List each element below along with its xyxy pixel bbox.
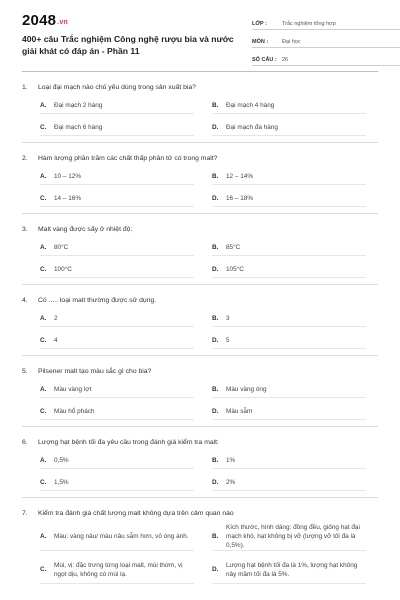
option-b[interactable]: [212, 382, 366, 397]
option-letter: C.: [40, 336, 47, 344]
question-4: [22, 285, 378, 356]
question-number: 7.: [22, 510, 28, 517]
option-text: Màu vàng óng: [226, 385, 267, 393]
option-text: 2%: [226, 478, 236, 486]
option-text: Lượng hạt bệnh tối đa là 1%, lượng hạt không nảy mầm tối đa là 5%.: [226, 561, 358, 578]
question-2: [22, 143, 378, 214]
option-text: 3: [226, 314, 230, 322]
option-letter: A.: [40, 172, 47, 180]
option-letter: A.: [40, 243, 47, 251]
option-a[interactable]: [40, 311, 194, 326]
question-number: 3.: [22, 226, 28, 233]
question-text: [22, 356, 378, 382]
option-letter: B.: [212, 243, 219, 251]
question-5: [22, 356, 378, 427]
option-letter: C.: [40, 478, 47, 486]
option-letter: A.: [40, 385, 47, 393]
option-a[interactable]: [40, 382, 194, 397]
option-letter: A.: [40, 101, 47, 109]
question-stem: Có ..... loại malt thường được sử dụng.: [38, 297, 157, 304]
option-letter: C.: [40, 123, 47, 131]
option-c[interactable]: [40, 557, 194, 583]
question-number: 5.: [22, 368, 28, 375]
option-text: 4: [54, 336, 58, 344]
option-d[interactable]: [212, 191, 366, 206]
question-3: [22, 214, 378, 285]
option-text: 10 – 12%: [54, 172, 82, 180]
question-number: 1.: [22, 84, 28, 91]
question-text: [22, 427, 378, 453]
option-text: 1%: [226, 456, 236, 464]
question-text: [22, 143, 378, 169]
option-c[interactable]: [40, 333, 194, 348]
option-d[interactable]: [212, 475, 366, 490]
question-number: 4.: [22, 297, 28, 304]
meta-value: Đại học: [282, 39, 301, 45]
meta-row-count: [252, 50, 400, 66]
option-d[interactable]: [212, 404, 366, 419]
option-text: 5: [226, 336, 230, 344]
option-letter: B.: [212, 385, 219, 393]
option-letter: C.: [40, 265, 47, 273]
option-a[interactable]: [40, 169, 194, 184]
question-stem: Malt vàng được sấy ở nhiệt độ:: [38, 226, 133, 233]
meta-table: [252, 14, 400, 68]
option-letter: B.: [212, 101, 219, 109]
option-text: Màu hổ phách: [54, 407, 95, 415]
option-text: Đại mạch 2 hàng: [54, 101, 103, 109]
option-b[interactable]: [212, 524, 366, 550]
option-text: Đại mạch đa hàng: [226, 123, 278, 131]
option-letter: A.: [40, 314, 47, 322]
option-d[interactable]: [212, 262, 366, 277]
option-letter: B.: [212, 314, 219, 322]
option-letter: D.: [212, 194, 219, 202]
option-letter: B.: [212, 172, 219, 180]
option-text: Đại mạch 6 hàng: [54, 123, 103, 131]
option-text: 16 – 18%: [226, 194, 254, 202]
option-a[interactable]: [40, 240, 194, 255]
option-letter: C.: [40, 566, 47, 573]
option-text: 100°C: [54, 265, 72, 273]
option-text: 0,5%: [54, 456, 69, 464]
option-a[interactable]: [40, 524, 194, 550]
option-letter: D.: [212, 336, 219, 344]
option-letter: A.: [40, 456, 47, 464]
option-c[interactable]: [40, 404, 194, 419]
option-text: Màu: vàng nâu/ màu nâu sẫm hơn, vỏ óng ánh.: [54, 533, 189, 540]
option-c[interactable]: [40, 262, 194, 277]
question-stem: Hàm lượng phần trăm các chất thấp phân tử có trong malt?: [38, 155, 218, 162]
option-letter: D.: [212, 478, 219, 486]
question-list: [22, 72, 378, 590]
option-a[interactable]: [40, 98, 194, 113]
question-text: [22, 285, 378, 311]
question-stem: Lượng hạt bệnh tối đa yêu cầu trong đánh giá kiểm tra malt:: [38, 439, 219, 446]
option-c[interactable]: [40, 475, 194, 490]
question-number: 6.: [22, 439, 28, 446]
option-text: 85°C: [226, 243, 241, 251]
question-stem: Pilsener malt tạo màu sắc gì cho bia?: [38, 368, 152, 375]
meta-row-subject: [252, 32, 400, 48]
option-text: 105°C: [226, 265, 244, 273]
option-d[interactable]: [212, 120, 366, 135]
option-letter: D.: [212, 265, 219, 273]
option-d[interactable]: [212, 557, 366, 583]
option-letter: C.: [40, 407, 47, 415]
meta-row-class: [252, 14, 400, 30]
meta-key: MÔN :: [252, 39, 269, 45]
option-letter: D.: [212, 407, 219, 415]
option-b[interactable]: [212, 240, 366, 255]
option-b[interactable]: [212, 169, 366, 184]
document-title: 400+ câu Trắc nghiệm Công nghệ rượu bia và nước giải khát có đáp án - Phần 11: [22, 34, 234, 56]
site-logo[interactable]: [22, 12, 68, 29]
question-text: [22, 498, 378, 524]
option-d[interactable]: [212, 333, 366, 348]
option-letter: C.: [40, 194, 47, 202]
option-letter: A.: [40, 533, 47, 540]
question-number: 2.: [22, 155, 28, 162]
question-7: [22, 498, 378, 590]
question-text: [22, 214, 378, 240]
question-text: [22, 72, 378, 98]
option-a[interactable]: [40, 453, 194, 468]
question-1: [22, 72, 378, 143]
option-text: Màu sẫm: [226, 407, 253, 415]
option-letter: D.: [212, 566, 219, 573]
option-c[interactable]: [40, 191, 194, 206]
option-text: Màu vàng lợt: [54, 385, 92, 393]
worksheet-header: [22, 0, 378, 72]
meta-key: LỚP :: [252, 21, 267, 27]
option-b[interactable]: [212, 453, 366, 468]
option-text: 80°C: [54, 243, 69, 251]
option-c[interactable]: [40, 120, 194, 135]
question-6: [22, 427, 378, 498]
option-letter: B.: [212, 456, 219, 464]
question-stem: Loại đại mạch nào chủ yếu dùng trong sản xuất bia?: [38, 84, 196, 91]
option-text: Đại mạch 4 hàng: [226, 101, 275, 109]
meta-key: SỐ CÂU :: [252, 57, 277, 63]
option-letter: B.: [212, 533, 219, 540]
question-stem: Kiểm tra đánh giá chất lượng malt không dựa trên cảm quan nào: [38, 510, 234, 517]
option-text: 1,5%: [54, 478, 69, 486]
option-text: 12 – 14%: [226, 172, 254, 180]
option-text: Mùi, vị: đặc trưng từng loại malt, mùi thơm, vị ngọt dịu, không có mùi lạ.: [54, 561, 183, 578]
option-b[interactable]: [212, 311, 366, 326]
option-b[interactable]: [212, 98, 366, 113]
option-text: 2: [54, 314, 58, 322]
option-text: Kích thước, hình dáng: đồng đều, giống hạt đại mạch khô, hạt không bị vỡ (lượng vỡ tối đa là 0,5%).: [226, 524, 360, 549]
logo-suffix: .vn: [57, 19, 68, 26]
meta-value: 26: [282, 57, 289, 63]
meta-value: Trắc nghiệm tổng hợp: [282, 21, 336, 27]
option-letter: D.: [212, 123, 219, 131]
logo-text: 2048: [22, 12, 57, 29]
option-text: 14 – 16%: [54, 194, 82, 202]
